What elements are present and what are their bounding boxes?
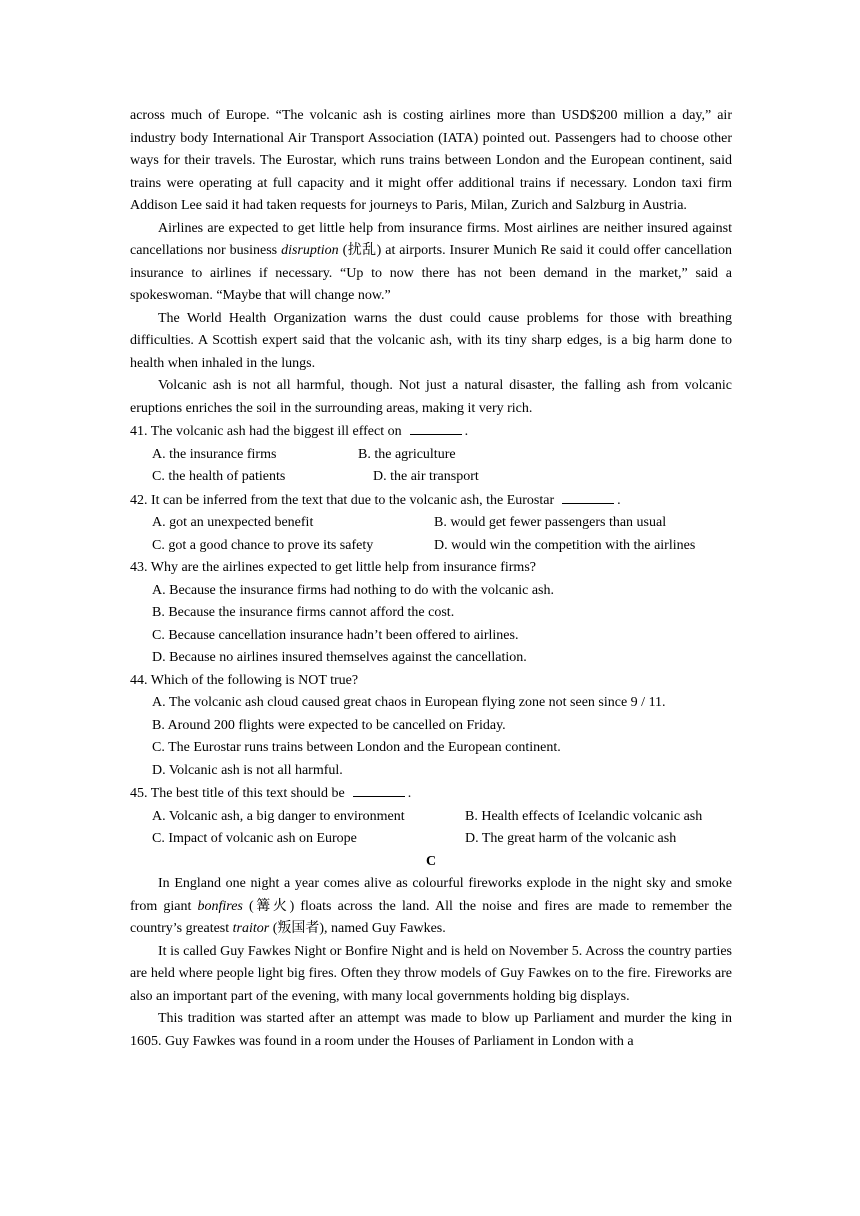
paragraph-text: (扰乱) at airports. Insurer Munich Re said it could offer cancellation insurance to airlines if necessary. “Up to now there has not been demand in the market,” said a spokeswoman. “Maybe that will change now.” bbox=[130, 243, 732, 303]
question-stem: 44. Which of the following is NOT true? bbox=[130, 672, 359, 688]
options bbox=[130, 580, 732, 670]
section-c-paragraph-1 bbox=[130, 873, 732, 941]
options bbox=[130, 444, 732, 489]
option-a: A. the insurance firms bbox=[152, 446, 277, 462]
question-end: . bbox=[464, 424, 469, 439]
option-a: A. Because the insurance firms had nothing to do with the volcanic ash. bbox=[152, 582, 555, 598]
question-44 bbox=[130, 670, 732, 783]
question-stem bbox=[130, 489, 732, 513]
options bbox=[130, 806, 732, 851]
options bbox=[130, 512, 732, 557]
italic-term: disruption bbox=[281, 243, 339, 258]
question-text: 45. The best title of this text should be bbox=[130, 786, 345, 801]
paragraph-text: (叛国者), named Guy Fawkes. bbox=[269, 921, 446, 936]
answer-blank bbox=[410, 420, 462, 435]
options bbox=[130, 692, 732, 782]
option-c: C. Impact of volcanic ash on Europe bbox=[152, 831, 357, 846]
passage-b-paragraph-3: The World Health Organization warns the dust could cause problems for those with breathing difficulties. A Scottish expert said that the volcanic ash, with its tiny sharp edges, is a big harm done to health when inhaled in the lungs. bbox=[130, 310, 732, 371]
italic-term: bonfires bbox=[197, 898, 243, 914]
option-c: C. Because cancellation insurance hadn’t been offered to airlines. bbox=[152, 627, 519, 643]
question-43 bbox=[130, 557, 732, 670]
option-c: C. The Eurostar runs trains between London and the European continent. bbox=[152, 740, 561, 755]
option-c: C. got a good chance to prove its safety bbox=[152, 537, 374, 553]
option-a: A. got an unexpected benefit bbox=[152, 515, 314, 530]
section-c-paragraph-3: This tradition was started after an attempt was made to blow up Parliament and murder the king in 1605. Guy Fawkes was found in a room under the Houses of Parliament in London with a bbox=[130, 1011, 732, 1049]
option-b: B. Health effects of Icelandic volcanic ash bbox=[465, 808, 703, 824]
paragraph-text: (篝火) floats across the land. All the noise and fires are made to remember the country’s greatest bbox=[130, 898, 732, 936]
question-stem bbox=[130, 782, 732, 806]
option-d: D. the air transport bbox=[373, 469, 479, 484]
option-c: C. the health of patients bbox=[152, 469, 286, 484]
passage-b-paragraph-2 bbox=[130, 218, 732, 308]
question-41 bbox=[130, 420, 732, 489]
answer-blank bbox=[353, 782, 405, 797]
option-b: B. Because the insurance firms cannot afford the cost. bbox=[152, 605, 455, 620]
question-end: . bbox=[617, 492, 621, 508]
question-text: 42. It can be inferred from the text that due to the volcanic ash, the Eurostar bbox=[130, 492, 555, 508]
option-a: A. Volcanic ash, a big danger to environment bbox=[152, 808, 405, 824]
paragraph-text: In England one night a year comes alive as colourful fireworks explode in the night sky and smoke from giant bbox=[130, 876, 732, 914]
question-stem: 43. Why are the airlines expected to get little help from insurance firms? bbox=[130, 560, 536, 575]
question-42 bbox=[130, 489, 732, 558]
paragraph-text: Airlines are expected to get little help from insurance firms. Most airlines are neither insured against cancellations nor business bbox=[130, 220, 732, 258]
section-c-heading: C bbox=[425, 853, 437, 869]
question-stem bbox=[130, 420, 732, 444]
document-page bbox=[130, 105, 732, 1053]
option-a: A. The volcanic ash cloud caused great chaos in European flying zone not seen since 9 / 11. bbox=[152, 695, 666, 710]
option-b: B. Around 200 flights were expected to be cancelled on Friday. bbox=[152, 717, 506, 733]
option-d: D. would win the competition with the airlines bbox=[434, 537, 696, 553]
section-c-paragraph-2: It is called Guy Fawkes Night or Bonfire Night and is held on November 5. Across the country parties are held where people light big fires. Often they throw models of Guy Fawkes on to the fire. Fireworks are also an important part of the evening, with many local governments holding big displays. bbox=[130, 943, 732, 1004]
question-45 bbox=[130, 782, 732, 851]
option-d: D. Volcanic ash is not all harmful. bbox=[152, 762, 343, 778]
italic-term: traitor bbox=[232, 921, 270, 936]
question-end: . bbox=[407, 786, 412, 801]
option-d: D. The great harm of the volcanic ash bbox=[465, 831, 677, 846]
question-text: 41. The volcanic ash had the biggest ill effect on bbox=[130, 424, 402, 439]
option-b: B. the agriculture bbox=[358, 446, 456, 462]
option-d: D. Because no airlines insured themselves against the cancellation. bbox=[152, 650, 527, 665]
passage-b-paragraph-1: across much of Europe. “The volcanic ash is costing airlines more than USD$200 million a day,” air industry body International Air Transport Association (IATA) pointed out. Passengers had to choose other ways for their travels. The Eurostar, which runs trains between London and the European continent, said trains were operating at full capacity and it might offer additional trains if necessary. London taxi firm Addison Lee said it had taken requests for journeys to Paris, Milan, Zurich and Salzburg in Austria. bbox=[130, 108, 732, 213]
answer-blank bbox=[562, 489, 614, 504]
passage-b-paragraph-4: Volcanic ash is not all harmful, though. Not just a natural disaster, the falling ash from volcanic eruptions enriches the soil in the surrounding areas, making it very rich. bbox=[130, 378, 732, 416]
option-b: B. would get fewer passengers than usual bbox=[434, 515, 667, 530]
